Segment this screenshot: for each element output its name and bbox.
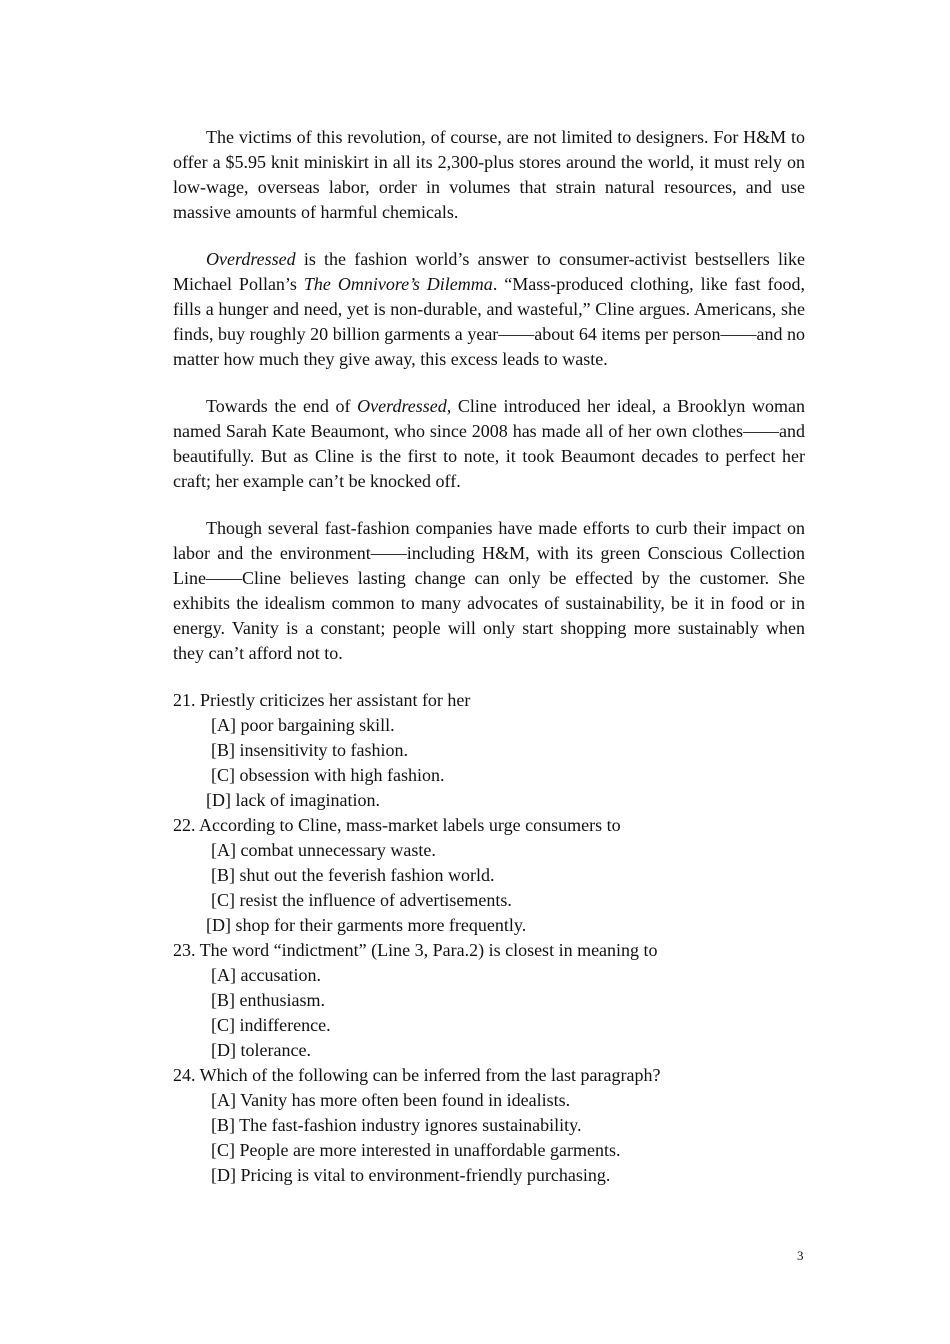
page-number: 3 bbox=[797, 1248, 804, 1263]
passage bbox=[173, 125, 805, 666]
paragraph-text: Cline introduced her ideal, a Brooklyn woman named Sarah Kate Beaumont, who since 2008 has made all of her own clothes——and beautifully. But as Cline is the first to note, it took Beaumont decades to perfect her craft; her example can’t be knocked off. bbox=[173, 396, 805, 491]
italic-title: Overdressed, bbox=[357, 396, 452, 416]
paragraph-text: is the fashion world’s answer to consumer-activist bestsellers like Michael Pollan’s bbox=[173, 249, 805, 294]
answer-option: [C] obsession with high fashion. bbox=[211, 765, 445, 785]
answer-option: [B] shut out the feverish fashion world. bbox=[211, 865, 495, 885]
paragraph bbox=[173, 125, 805, 225]
question-stem: 24. Which of the following can be inferred from the last paragraph? bbox=[173, 1065, 661, 1085]
paragraph-text: Though several fast-fashion companies have made efforts to curb their impact on labor and the environment——including H&M, with its green Conscious Collection Line——Cline believes lasting change can only be effected by the customer. She exhibits the idealism common to many advocates of sustainability, be it in food or in energy. Vanity is a constant; people will only start shopping more sustainably when they can’t afford not to. bbox=[173, 518, 805, 663]
question-stem: 21. Priestly criticizes her assistant for her bbox=[173, 690, 471, 710]
paragraph bbox=[173, 247, 805, 372]
answer-option: [C] People are more interested in unaffordable garments. bbox=[211, 1140, 621, 1160]
answer-option: [D] shop for their garments more frequently. bbox=[206, 915, 527, 935]
answer-option: [D] tolerance. bbox=[211, 1040, 311, 1060]
question bbox=[173, 938, 805, 1063]
answer-option: [B] The fast-fashion industry ignores sustainability. bbox=[211, 1115, 582, 1135]
question-list bbox=[173, 688, 805, 1188]
question bbox=[173, 813, 805, 938]
page-content bbox=[173, 125, 805, 1188]
paragraph bbox=[173, 394, 805, 494]
answer-option: [A] poor bargaining skill. bbox=[211, 715, 395, 735]
answer-option: [B] insensitivity to fashion. bbox=[211, 740, 408, 760]
answer-option: [A] combat unnecessary waste. bbox=[211, 840, 436, 860]
question bbox=[173, 688, 805, 813]
answer-option: [D] Pricing is vital to environment-friendly purchasing. bbox=[211, 1165, 611, 1185]
answer-option: [A] accusation. bbox=[211, 965, 321, 985]
paragraph-text: The victims of this revolution, of course, are not limited to designers. For H&M to offer a $5.95 knit miniskirt in all its 2,300-plus stores around the world, it must rely on low-wage, overseas labor, order in volumes that strain natural resources, and use massive amounts of harmful chemicals. bbox=[173, 127, 805, 222]
answer-option: [C] resist the influence of advertisements. bbox=[211, 890, 512, 910]
answer-option: [D] lack of imagination. bbox=[206, 790, 380, 810]
answer-option: [B] enthusiasm. bbox=[211, 990, 325, 1010]
italic-title: The Omnivore’s Dilemma bbox=[303, 274, 493, 294]
question-stem: 22. According to Cline, mass-market labels urge consumers to bbox=[173, 815, 621, 835]
answer-option: [C] indifference. bbox=[211, 1015, 331, 1035]
question-stem: 23. The word “indictment” (Line 3, Para.2) is closest in meaning to bbox=[173, 940, 658, 960]
paragraph-text: Towards the end of bbox=[206, 396, 358, 416]
paragraph bbox=[173, 516, 805, 666]
paragraph-text: . “Mass-produced clothing, like fast food, fills a hunger and need, yet is non-durable, and wasteful,” Cline argues. Americans, she finds, buy roughly 20 billion garments a year——about 64 items per person——and no matter how much they give away, this excess leads to waste. bbox=[173, 274, 806, 369]
italic-title: Overdressed bbox=[206, 249, 296, 269]
answer-option: [A] Vanity has more often been found in idealists. bbox=[211, 1090, 571, 1110]
question bbox=[173, 1063, 805, 1188]
